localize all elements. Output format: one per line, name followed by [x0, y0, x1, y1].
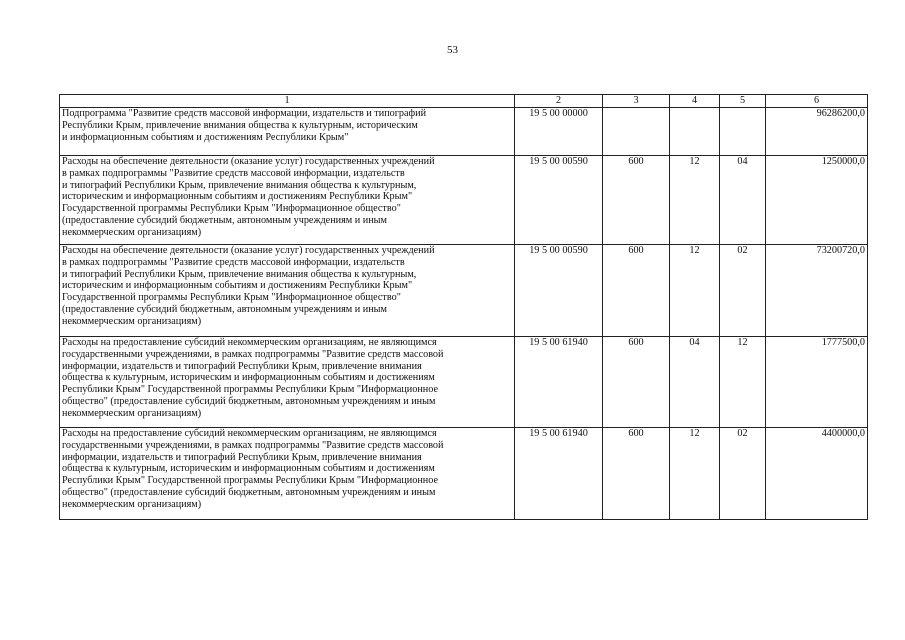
table-row [60, 428, 868, 520]
row-expense-type: 600 [603, 156, 670, 245]
row-target-code: 19 5 00 00000 [515, 108, 603, 156]
row-section: 04 [670, 337, 720, 428]
row-expense-type: 600 [603, 245, 670, 337]
row-name: Подпрограмма "Развитие средств массовой информации, издательств и типографий Республики Крым, привлечение внимания общества к культурным, историческим и информационным событиям и достижениям Республики Крым" [60, 108, 515, 156]
row-subsection: 12 [720, 337, 766, 428]
header-col-4: 4 [670, 95, 720, 108]
row-expense-type: 600 [603, 337, 670, 428]
row-target-code: 19 5 00 61940 [515, 428, 603, 520]
row-section [670, 108, 720, 156]
row-name: Расходы на обеспечение деятельности (оказание услуг) государственных учреждений в рамках подпрограммы "Развитие средств массовой информации, издательств и типографий Республики Крым, привлечение внимания общества к культурным, историческим и информационным событиям и достижениям Республики Крым" Государственной программы Республики Крым "Информационное общество" (предоставление субсидий бюджетным, автономным учреждениям и иным некоммерческим организациям) [60, 245, 515, 337]
row-expense-type [603, 108, 670, 156]
row-name: Расходы на предоставление субсидий некоммерческим организациям, не являющимся государственными учреждениями, в рамках подпрограммы "Развитие средств массовой информации, издательств и типографий Республики Крым, привлечение внимания общества к культурным, историческим и информационным событиям и достижениям Республики Крым" Государственной программы Республики Крым "Информационное общество" (предоставление субсидий бюджетным, автономным учреждениям и иным некоммерческим организациям) [60, 428, 515, 520]
row-amount: 1777500,0 [766, 337, 868, 428]
header-row [60, 95, 868, 108]
row-amount: 96286200,0 [766, 108, 868, 156]
header-col-5: 5 [720, 95, 766, 108]
row-expense-type: 600 [603, 428, 670, 520]
row-subsection: 02 [720, 428, 766, 520]
row-target-code: 19 5 00 61940 [515, 337, 603, 428]
header-col-2: 2 [515, 95, 603, 108]
row-name: Расходы на предоставление субсидий некоммерческим организациям, не являющимся государственными учреждениями, в рамках подпрограммы "Развитие средств массовой информации, издательств и типографий Республики Крым, привлечение внимания общества к культурным, историческим и информационным событиям и достижениям Республики Крым" Государственной программы Республики Крым "Информационное общество" (предоставление субсидий бюджетным, автономным учреждениям и иным некоммерческим организациям) [60, 337, 515, 428]
row-target-code: 19 5 00 00590 [515, 156, 603, 245]
row-subsection: 02 [720, 245, 766, 337]
table-row [60, 156, 868, 245]
table-row [60, 245, 868, 337]
budget-table [59, 94, 868, 520]
header-col-6: 6 [766, 95, 868, 108]
header-col-1: 1 [60, 95, 515, 108]
header-col-3: 3 [603, 95, 670, 108]
row-target-code: 19 5 00 00590 [515, 245, 603, 337]
row-subsection [720, 108, 766, 156]
row-amount: 4400000,0 [766, 428, 868, 520]
row-section: 12 [670, 428, 720, 520]
row-amount: 73200720,0 [766, 245, 868, 337]
row-amount: 1250000,0 [766, 156, 868, 245]
table-row [60, 108, 868, 156]
row-name: Расходы на обеспечение деятельности (оказание услуг) государственных учреждений в рамках подпрограммы "Развитие средств массовой информации, издательств и типографий Республики Крым, привлечение внимания общества к культурным, историческим и информационным событиям и достижениям Республики Крым" Государственной программы Республики Крым "Информационное общество" (предоставление субсидий бюджетным, автономным учреждениям и иным некоммерческим организациям) [60, 156, 515, 245]
row-subsection: 04 [720, 156, 766, 245]
row-section: 12 [670, 156, 720, 245]
row-section: 12 [670, 245, 720, 337]
page-number: 53 [447, 44, 458, 56]
table-row [60, 337, 868, 428]
